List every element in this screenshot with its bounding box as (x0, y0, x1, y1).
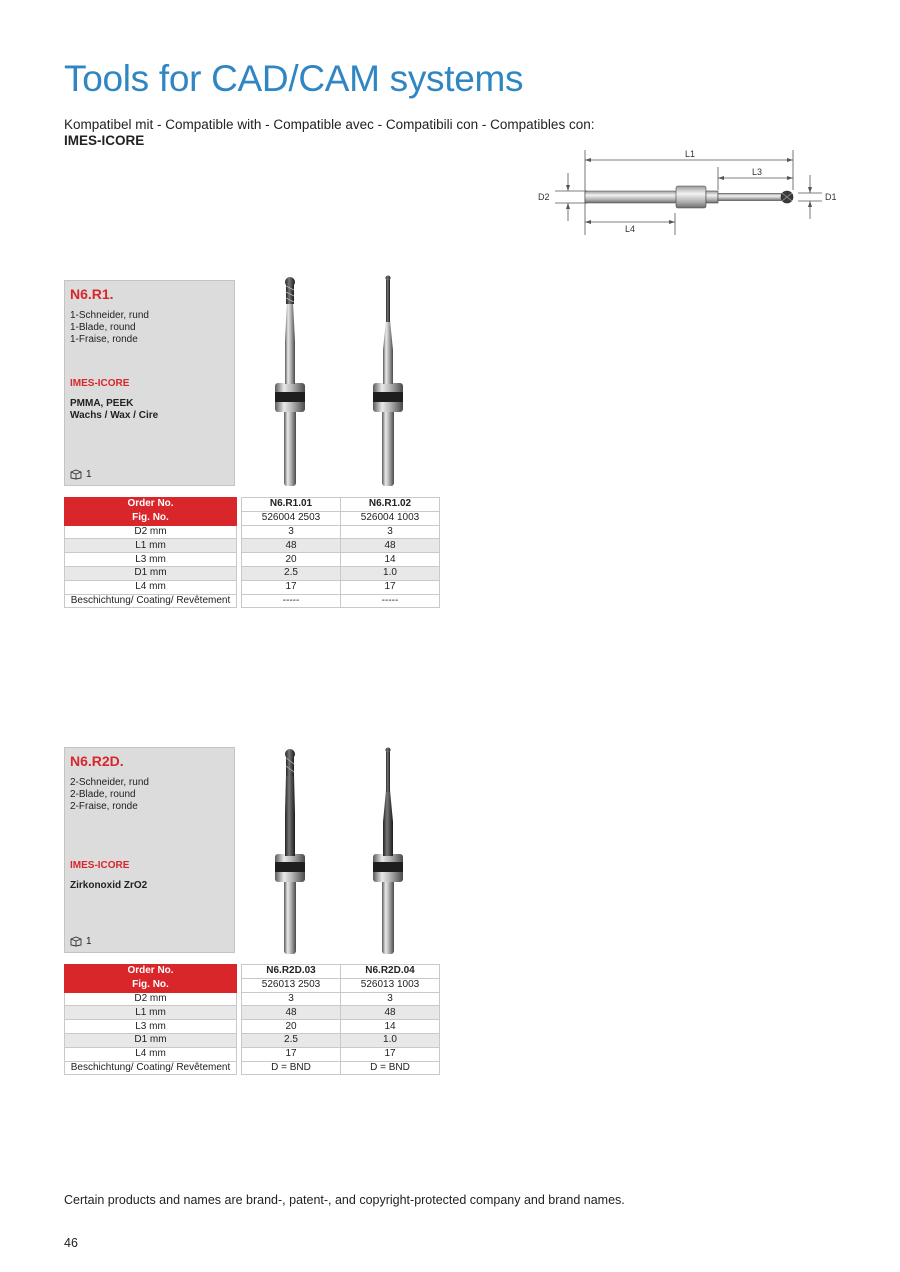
product-system: IMES-ICORE (70, 378, 130, 389)
tool-image-n6r101 (270, 272, 310, 488)
fig-no-cell: 526004 2503 (242, 511, 341, 525)
order-no-cell: N6.R2D.03 (242, 965, 341, 979)
fig-no-cell: 526004 1003 (341, 511, 440, 525)
label-d1: D1 (825, 192, 837, 202)
l1-label: L1 mm (65, 539, 237, 553)
d1-cell: 2.5 (242, 566, 341, 580)
page-number: 46 (64, 1236, 78, 1250)
table-row (65, 594, 440, 608)
product-card-n6r1 (64, 280, 235, 486)
table-row (65, 978, 440, 992)
d1-cell: 1.0 (341, 1033, 440, 1047)
coating-label: Beschichtung/ Coating/ Revêtement (65, 594, 237, 608)
d1-label: D1 mm (65, 566, 237, 580)
fig-no-cell: 526013 2503 (242, 978, 341, 992)
product-description: 2-Schneider, rund 2-Blade, round 2-Fraise, ronde (70, 777, 149, 812)
product-code: N6.R1. (70, 286, 114, 302)
label-l1: L1 (685, 149, 696, 159)
label-d2: D2 (538, 192, 550, 202)
l1-cell: 48 (242, 539, 341, 553)
l1-label: L1 mm (65, 1006, 237, 1020)
table-row (65, 511, 440, 525)
l4-label: L4 mm (65, 580, 237, 594)
d2-cell: 3 (242, 992, 341, 1006)
table-row (65, 1020, 440, 1034)
l4-label: L4 mm (65, 1047, 237, 1061)
package-quantity: 1 (70, 469, 92, 480)
d2-cell: 3 (242, 525, 341, 539)
table-row (65, 498, 440, 512)
footer-note: Certain products and names are brand-, patent-, and copyright-protected company and brand names. (64, 1193, 625, 1207)
coating-cell: D = BND (341, 1061, 440, 1075)
package-quantity: 1 (70, 936, 92, 947)
l3-cell: 20 (242, 1020, 341, 1034)
d2-label: D2 mm (65, 992, 237, 1006)
compatibility-system: IMES-ICORE (64, 133, 145, 148)
product-system: IMES-ICORE (70, 860, 130, 871)
fig-no-label: Fig. No. (65, 978, 237, 992)
label-l3: L3 (752, 167, 763, 177)
l3-cell: 14 (341, 1020, 440, 1034)
table-row (65, 992, 440, 1006)
spec-table-n6r1 (64, 497, 440, 608)
order-no-cell: N6.R2D.04 (341, 965, 440, 979)
l4-cell: 17 (242, 1047, 341, 1061)
l4-cell: 17 (242, 580, 341, 594)
table-row (65, 539, 440, 553)
tool-image-n6r102 (368, 272, 408, 488)
table-row (65, 566, 440, 580)
l3-label: L3 mm (65, 553, 237, 567)
l1-cell: 48 (341, 1006, 440, 1020)
table-row (65, 1061, 440, 1075)
product-card-n6r2d (64, 747, 235, 953)
d1-label: D1 mm (65, 1033, 237, 1047)
page-title: Tools for CAD/CAM systems (64, 58, 524, 99)
table-row (65, 1006, 440, 1020)
dimension-diagram (530, 145, 850, 245)
table-row (65, 553, 440, 567)
package-icon (70, 469, 82, 480)
l3-cell: 20 (242, 553, 341, 567)
table-row (65, 1033, 440, 1047)
product-materials: PMMA, PEEK Wachs / Wax / Cire (70, 398, 159, 421)
coating-cell: ----- (242, 594, 341, 608)
coating-label: Beschichtung/ Coating/ Revêtement (65, 1061, 237, 1075)
order-no-cell: N6.R1.02 (341, 498, 440, 512)
package-icon (70, 936, 82, 947)
fig-no-cell: 526013 1003 (341, 978, 440, 992)
d2-cell: 3 (341, 525, 440, 539)
l1-cell: 48 (242, 1006, 341, 1020)
product-materials: Zirkonoxid ZrO2 (70, 880, 148, 891)
l4-cell: 17 (341, 580, 440, 594)
l3-cell: 14 (341, 553, 440, 567)
product-code: N6.R2D. (70, 753, 124, 769)
product-description: 1-Schneider, rund 1-Blade, round 1-Fraise, ronde (70, 310, 149, 345)
coating-cell: ----- (341, 594, 440, 608)
table-row (65, 1047, 440, 1061)
d2-cell: 3 (341, 992, 440, 1006)
tool-image-n6r2d04 (368, 744, 408, 956)
d1-cell: 2.5 (242, 1033, 341, 1047)
table-row (65, 525, 440, 539)
label-l4: L4 (625, 224, 636, 234)
l1-cell: 48 (341, 539, 440, 553)
order-no-label: Order No. (65, 965, 237, 979)
order-no-label: Order No. (65, 498, 237, 512)
coating-cell: D = BND (242, 1061, 341, 1075)
table-row (65, 965, 440, 979)
fig-no-label: Fig. No. (65, 511, 237, 525)
order-no-cell: N6.R1.01 (242, 498, 341, 512)
table-row (65, 580, 440, 594)
compatibility-line: Kompatibel mit - Compatible with - Compatible avec - Compatibili con - Compatibles con: (64, 117, 595, 132)
d1-cell: 1.0 (341, 566, 440, 580)
l3-label: L3 mm (65, 1020, 237, 1034)
tool-image-n6r2d03 (270, 744, 310, 956)
spec-table-n6r2d (64, 964, 440, 1075)
d2-label: D2 mm (65, 525, 237, 539)
l4-cell: 17 (341, 1047, 440, 1061)
